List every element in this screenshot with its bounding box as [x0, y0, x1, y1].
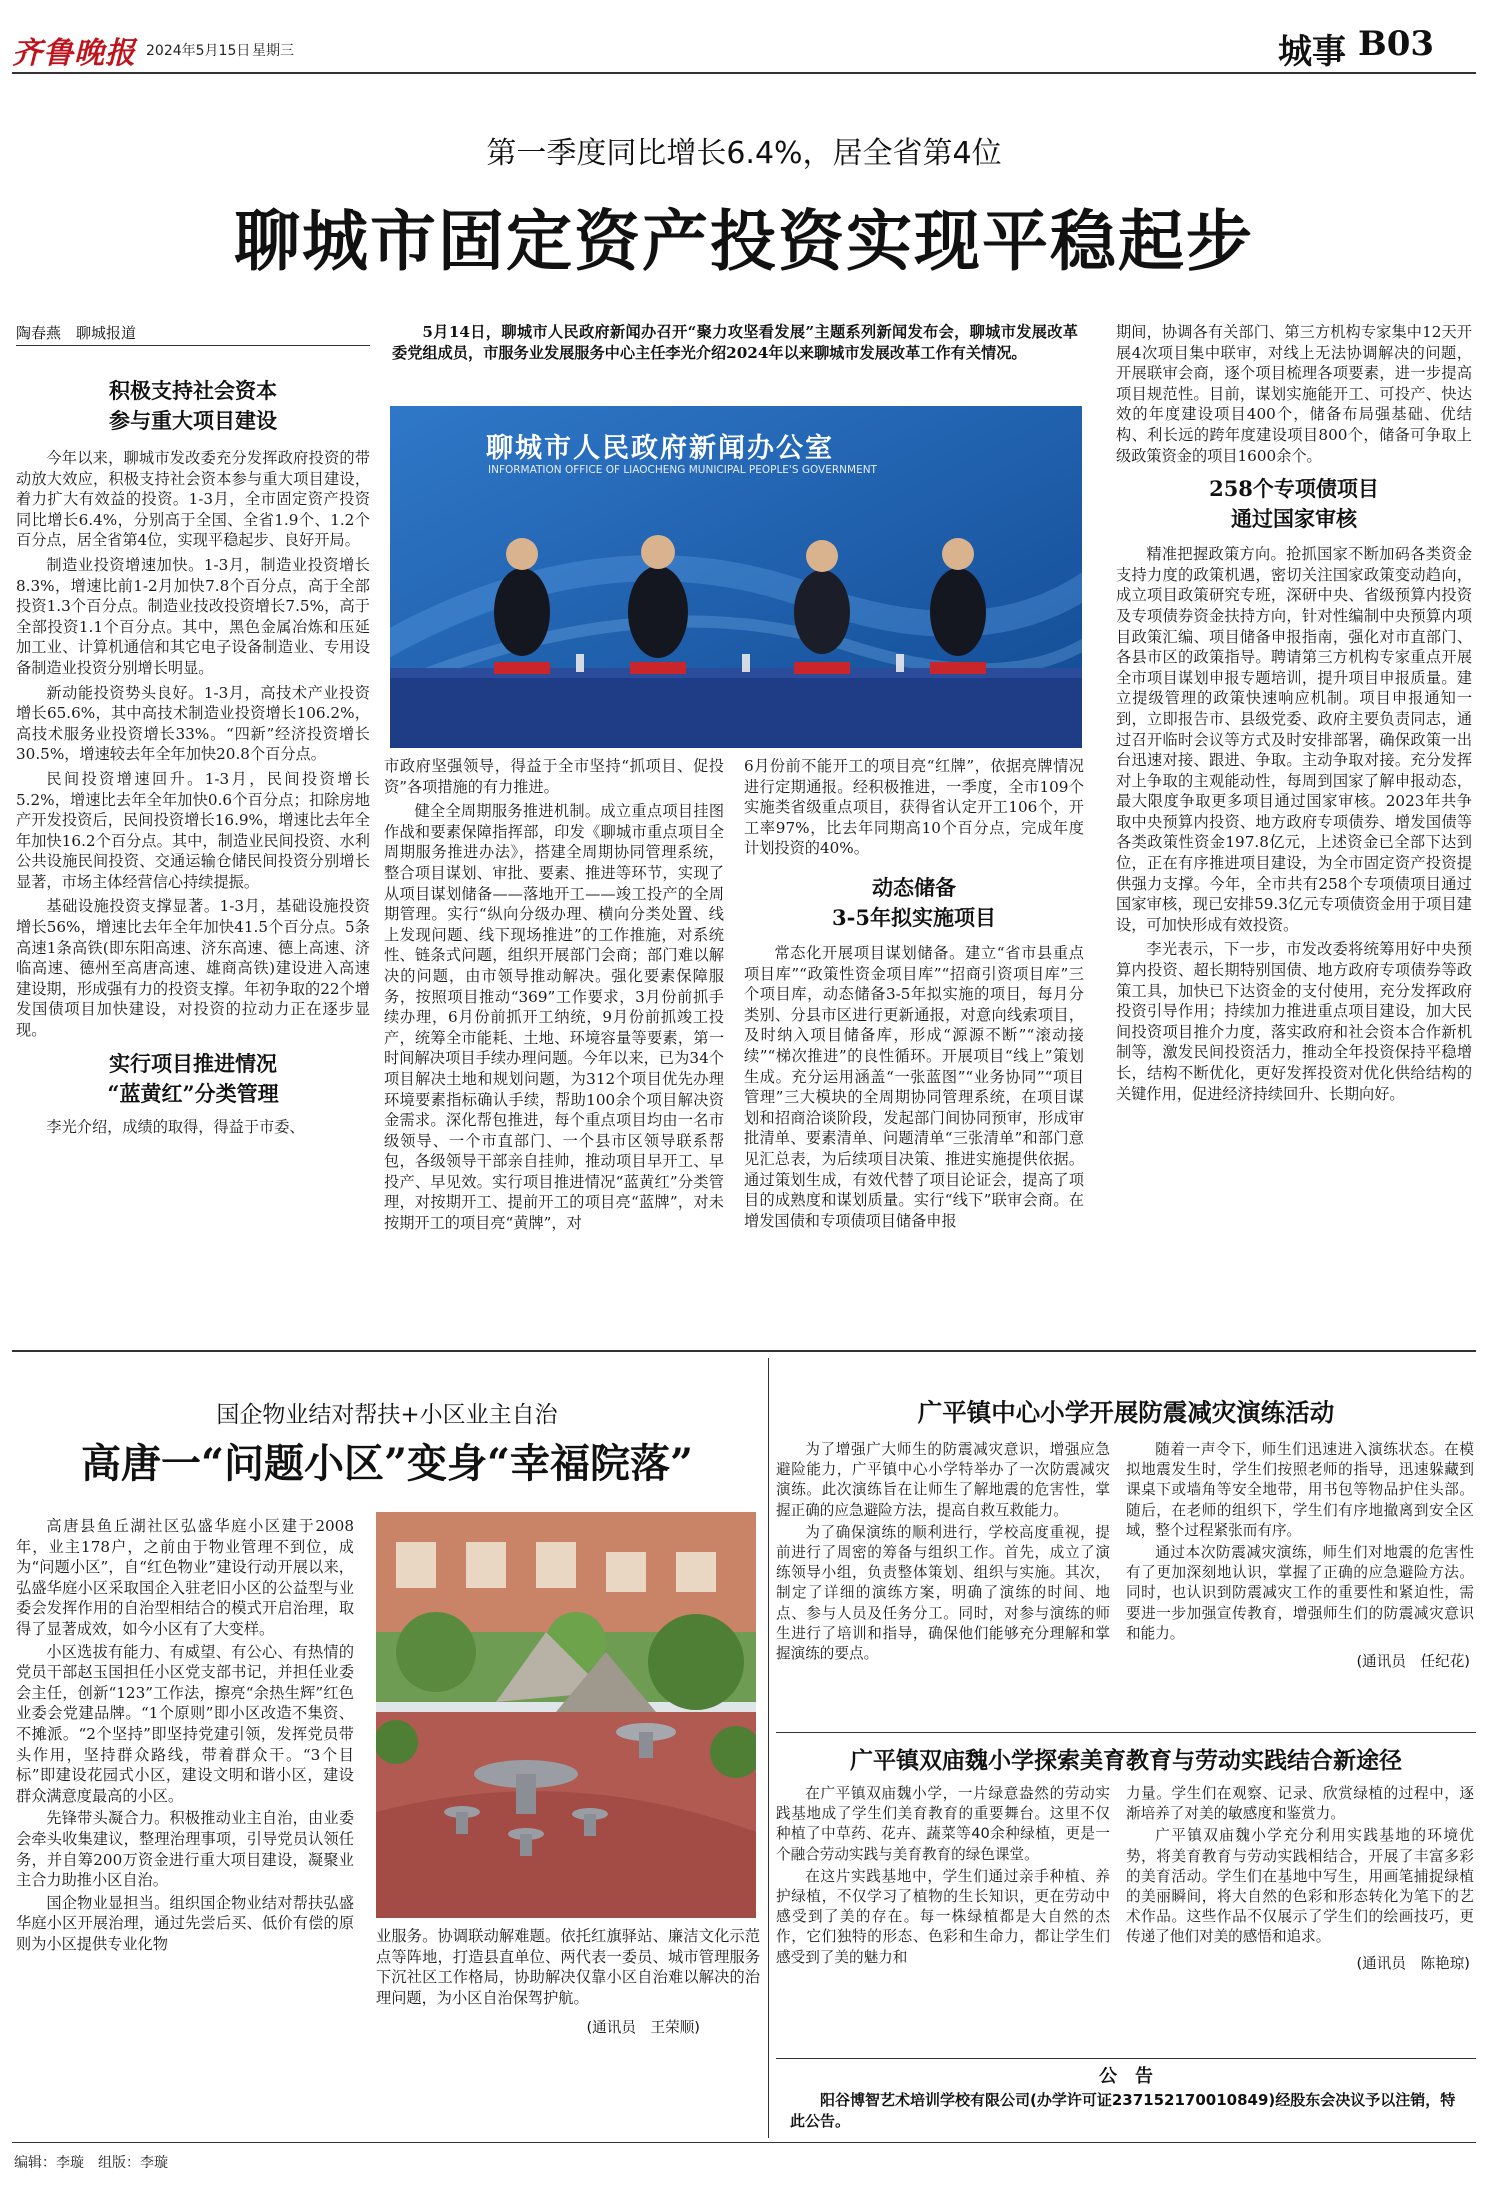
- article4-col2: [1126, 1784, 1474, 2034]
- notice-title: 公 告: [1099, 2066, 1153, 2087]
- notice-text: 阳谷博智艺术培训学校有限公司(办学许可证237152170010849)经股东会决议予以注销，特此公告。: [790, 2091, 1456, 2130]
- header-rule: [12, 72, 1476, 74]
- article3-col1: [776, 1440, 1110, 1728]
- paragraph: 广平镇双庙魏小学充分利用实践基地的环境优势，将美育教育与劳动实践相结合，开展了丰富多彩的美育活动。学生们在基地中写生，用画笔捕捉绿植的美丽瞬间，将大自然的色彩和形态转化为笔下的艺术作品。这些作品不仅展示了学生们的绘画技巧，更传递了他们对美的感悟和追求。: [1126, 1827, 1474, 1946]
- article1-col4: [1116, 322, 1472, 1344]
- subhead-3a: 动态储备: [872, 874, 956, 900]
- article1-col1: [16, 376, 370, 1344]
- article-divider: [12, 1350, 1476, 1352]
- article3-title: 广平镇中心小学开展防震减灾演练活动: [917, 1398, 1335, 1427]
- section-name: 城事: [1278, 32, 1346, 72]
- paragraph: 在这片实践基地中，学生们通过亲手种植、养护绿植，不仅学习了植物的生长知识，更在劳动中感受到了美的存在。每一株绿植都是大自然的杰作，它们独特的形态、色彩和生命力，都让学生们感受到了美的魅力和: [776, 1867, 1110, 1966]
- paragraph: 健全全周期服务推进机制。成立重点项目挂图作战和要素保障指挥部，印发《聊城市重点项目全周期服务推进办法》，搭建全周期协同管理系统，整合项目谋划、审批、要素、推进等环节，实现了从项目谋划储备——落地开工——竣工投产的全周期管理。实行“纵向分级办理、横向分类处置、线上发现问题、线下现场推进”的工作推施，对系统性、链条式问题，组织开展部门会商；部门难以解决的问题，由市领导推动解决。强化要素保障服务，按照项目推动“369”工作要求，3月份前抓手续办理，6月份前抓开工纳统，9月份前抓竣工投产，统筹全市能耗、土地、环境容量等要素，第一时间解决项目手续办理问题。今年以来，已为34个项目解决土地和规划问题，为312个项目优先办理环境要素指标确认手续，帮助100余个项目解决资金需求。深化帮包推进，每个重点项目均由一名市级领导、一个市直部门、一个县市区领导联系帮包，各级领导干部亲自挂帅，推动项目早开工、早投产、早见效。实行项目推进情况“蓝黄红”分类管理，对按期开工、提前开工的项目亮“蓝牌”，对未按期开工的项目亮“黄牌”，对: [384, 802, 724, 1233]
- paragraph: 李光介绍，成绩的取得，得益于市委、: [46, 1117, 305, 1136]
- paragraph: 期间，协调各有关部门、第三方机构专家集中12天开展4次项目集中联审，对线上无法协调解决的问题，开展联审会商，逐个项目梳理各项要素，进一步提高项目规范性。目前，谋划实施能开工、可投产、快达效的年度建设项目400个，储备布局强基础、优结构、利长远的跨年度建设项目800个，储备可争取上级政策资金的项目1600余个。: [1116, 323, 1472, 465]
- paragraph: 市政府坚强领导，得益于全市坚持“抓项目、促投资”各项措施的有力推进。: [384, 757, 724, 796]
- footer-editor: 编辑：李璇 组版：李璇: [14, 2155, 168, 2171]
- footer-rule: [12, 2142, 1476, 2143]
- article1-byline: 陶春燕 聊城报道: [16, 322, 370, 346]
- paragraph: 国企物业显担当。组织国企物业结对帮扶弘盛华庭小区开展治理，通过先尝后买、低价有偿的原则为小区提供专业化物: [16, 1893, 354, 1953]
- subhead-4b: 通过国家审核: [1231, 506, 1357, 532]
- press-conference-photo: [390, 406, 1082, 748]
- photo-sign-en: INFORMATION OFFICE OF LIAOCHENG MUNICIPAL PEOPLE'S GOVERNMENT: [488, 464, 877, 476]
- article2-deck: 国企物业结对帮扶+小区业主自治: [216, 1402, 558, 1428]
- newspaper-masthead: 齐鲁晚报: [12, 36, 136, 71]
- article2-col1: [16, 1516, 354, 2136]
- paragraph: 先锋带头凝合力。积极推动业主自治，由业委会牵头收集建议，整理治理事项，引导党员认领任务，并自筹200万资金进行重大项目建设，凝聚业主合力助推小区自治。: [16, 1809, 354, 1890]
- article-divider: [776, 1732, 1476, 1733]
- paragraph: 李光表示，下一步，市发改委将统筹用好中央预算内投资、超长期特别国债、地方政府专项债券等政策工具，加快已下达资金的支付使用，充分发挥政府投资引导作用；持续加力推进重点项目建设，加大民间投资项目推介力度，落实政府和社会资本合作新机制等，激发民间投资活力，推动全年投资保持平稳增长，结构不断优化，更好发挥投资对优化供给结构的关键作用，促进经济持续回升、长期向好。: [1116, 940, 1472, 1103]
- paragraph: 基础设施投资支撑显著。1-3月，基础设施投资增长56%，增速比去年全年加快41.5个百分点。5条高速1条高铁(即东阳高速、济东高速、德上高速、济临高速、德州至高唐高速、雄商高铁)建设进入高速建设期，形成强有力的投资支撑。年初争取的22个增发国债项目加快建设，对投资的拉动力正在逐步显现。: [16, 897, 370, 1040]
- paragraph: 在广平镇双庙魏小学，一片绿意盎然的劳动实践基地成了学生们美育教育的重要舞台。这里不仅种植了中草药、花卉、蔬菜等40余种绿植，更是一个融合劳动实践与美育教育的绿色课堂。: [776, 1785, 1110, 1863]
- article4-title: 广平镇双庙魏小学探索美育教育与劳动实践结合新途径: [850, 1747, 1402, 1774]
- article4-signature: (通讯员 陈艳琼): [1356, 1954, 1470, 1972]
- subhead-1b: 参与重大项目建设: [109, 408, 277, 433]
- subhead-2a: 实行项目推进情况: [109, 1050, 277, 1076]
- paragraph: 为了确保演练的顺利进行，学校高度重视，提前进行了周密的筹备与组织工作。首先，成立了演练领导小组，负责整体策划、组织与实施。其次，制定了详细的演练方案，明确了演练的时间、地点、参与人员及任务分工。同时，对参与演练的师生进行了培训和指导，确保他们能够充分理解和掌握演练的要点。: [776, 1523, 1110, 1663]
- paragraph: 小区选拔有能力、有威望、有公心、有热情的党员干部赵玉国担任小区党支部书记，并担任业委会主任，创新“123”工作法，擦亮“余热生辉”红色业委会党建品牌。“1个原则”即小区改造不集资、不摊派。“2个坚持”即坚持党建引领，发挥党员带头作用，坚持群众路线，带着群众干。“3个目标”即建设花园式小区，建设文明和谐小区，建设群众满意度最高的小区。: [16, 1642, 354, 1805]
- paragraph: 业服务。协调联动解难题。依托红旗驿站、廉洁文化示范点等阵地，打造县直单位、两代表一委员、城市管理服务下沉社区工作格局，协助解决仅靠小区自治难以解决的治理问题，为小区自治保驾护航。: [376, 1927, 760, 2007]
- photo-sign-cn: 聊城市人民政府新闻办公室: [486, 433, 834, 464]
- subhead-4a: 258个专项债项目: [1209, 476, 1379, 502]
- article3-col2: [1126, 1440, 1474, 1728]
- paragraph: 今年以来，聊城市发改委充分发挥政府投资的带动放大效应，积极支持社会资本参与重大项目建设，着力扩大有效益的投资。1-3月，全市固定资产投资同比增长6.4%，分别高于全国、全省1.9个、1.2个百分点，居全省第4位，实现平稳起步、良好开局。: [16, 449, 370, 550]
- courtyard-illustration: [376, 1512, 756, 1918]
- issue-date: 2024年5月15日: [146, 43, 251, 59]
- paragraph: 制造业投资增速加快。1-3月，制造业投资增长8.3%，增速比前1-2月加快7.8个百分点，高于全部投资1.3个百分点。制造业技改投资增长7.5%，高于全部投资1.1个百分点。其中，黑色金属冶炼和压延加工业、计算机通信和其它电子设备制造业、专用设备制造业投资分别增长明显。: [16, 555, 370, 677]
- article3-signature: (通讯员 任纪花): [1356, 1653, 1470, 1671]
- article2-col2: [376, 1926, 760, 2136]
- article1-col2: [384, 756, 724, 1344]
- paragraph: 民间投资增速回升。1-3月，民间投资增长5.2%，增速比去年全年加快0.6个百分点；扣除房地产开发投资后，民间投资增长16.9%，增速比去年全年加快16.2个百分点。其中，制造业民间投资、水利公共设施民间投资、交通运输仓储民间投资分别增长显著，市场主体经营信心持续提振。: [16, 769, 370, 891]
- page-number: B03: [1358, 24, 1435, 64]
- paragraph: 高唐县鱼丘湖社区弘盛华庭小区建于2008年，业主178户，之前由于物业管理不到位，成为“问题小区”，自“红色物业”建设行动开展以来，弘盛华庭小区采取国企入驻老旧小区的公益型与业委会发挥作用的自治型相结合的模式开启治理，取得了显著成效，如今小区有了大变样。: [16, 1517, 354, 1638]
- subhead-2b: “蓝黄红”分类管理: [107, 1080, 279, 1106]
- article1-title: 聊城市固定资产投资实现平稳起步: [234, 202, 1254, 280]
- article1-col3: [744, 756, 1084, 1344]
- courtyard-photo: [376, 1512, 756, 1918]
- subhead-1a: 积极支持社会资本: [109, 378, 277, 403]
- article2-title: 高唐一“问题小区”变身“幸福院落”: [80, 1440, 694, 1487]
- article4-col1: [776, 1784, 1110, 2034]
- article2-signature: (通讯员 王荣顺): [586, 2019, 700, 2037]
- paragraph: 常态化开展项目谋划储备。建立“省市县重点项目库”“政策性资金项目库”“招商引资项目库”三个项目库，动态储备3-5年拟实施的项目，每月分类别、分县市区进行更新通报，对意向线索项目，及时纳入项目储备库，形成“源源不断”“滚动接续”“梯次推进”的良性循环。开展项目“线上”策划生成。充分运用涵盖“一张蓝图”“业务协同”“项目管理”三大模块的全周期协同管理系统，在项目谋划和招商洽谈阶段，发起部门间协同预审，形成审批清单、要素清单、问题清单“三张清单”和部门意见汇总表，为后续项目决策、推进实施提供依据。通过策划生成，有效代替了项目论证会，提高了项目的成熟度和谋划质量。实行“线下”联审会商。在增发国债和专项债项目储备申报: [744, 943, 1084, 1230]
- paragraph: 为了增强广大师生的防震减灾意识，增强应急避险能力，广平镇中心小学特举办了一次防震减灾演练。此次演练旨在让师生了解地震的危害性，掌握正确的应急避险方法，提高自救互救能力。: [776, 1441, 1110, 1519]
- paragraph: 新动能投资势头良好。1-3月，高技术产业投资增长65.6%，其中高技术制造业投资增长106.2%，高技术服务业投资增长33%。“四新”经济投资增长30.5%，增速较去年全年加快20.8个百分点。: [16, 683, 370, 764]
- column-divider: [768, 1358, 769, 2138]
- paragraph: 随着一声令下，师生们迅速进入演练状态。在模拟地震发生时，学生们按照老师的指导，迅速躲藏到课桌下或墙角等安全地带，用书包等物品护住头部。随后，在老师的组织下，学生们有序地撤离到安全区域，整个过程紧张而有序。: [1126, 1441, 1474, 1539]
- subhead-3b: 3-5年拟实施项目: [832, 904, 996, 930]
- article1-lead: 5月14日，聊城市人民政府新闻办召开“聚力攻坚看发展”主题系列新闻发布会，聊城市发展改革委党组成员，市服务业发展服务中心主任李光介绍2024年以来聊城市发展改革工作有关情况。: [392, 323, 1078, 362]
- paragraph: 6月份前不能开工的项目亮“红牌”，依据亮牌情况进行定期通报。经积极推进，一季度，全市109个实施类省级重点项目，获得省认定开工106个，开工率97%，比去年同期高10个百分点，完成年度计划投资的40%。: [744, 757, 1084, 858]
- paragraph: 力量。学生们在观察、记录、欣赏绿植的过程中，逐渐培养了对美的敏感度和鉴赏力。: [1126, 1785, 1474, 1823]
- article1-deck: 第一季度同比增长6.4%，居全省第4位: [486, 136, 1002, 171]
- issue-weekday: 星期三: [252, 43, 294, 59]
- notice-rule: [776, 2058, 1476, 2059]
- paragraph: 精准把握政策方向。抢抓国家不断加码各类资金支持力度的政策机遇，密切关注国家政策变动趋向，成立项目政策研究专班，深研中央、省级预算内投资及专项债券资金扶持方向，针对性编制中央预算内项目政策汇编、项目储备申报指南，强化对市直部门、各县市区的政策指导。聘请第三方机构专家重点开展全市项目谋划申报专题培训，提升项目申报质量。建立提级管理的政策快速响应机制。项目申报通知一到，立即报告市、县级党委、政府主要负责同志，通过召开临时会议等方式及时安排部署，确保政策一出台迅速对接、跟进、争取。主动争取对接。充分发挥对上争取的主观能动性，每周到国家了解申报动态，最大限度争取更多项目通过国家审核。2023年共争取中央预算内投资、地方政府专项债券、增发国债等各类政策性资金197.8亿元，上述资金已全部下达到位，正在有序推进项目建设，为全市固定资产投资提供强力支撑。今年，全市共有258个专项债项目通过国家审核，现已安排59.3亿元专项债资金用于项目建设，可加快形成有效投资。: [1116, 545, 1472, 934]
- paragraph: 通过本次防震减灾演练，师生们对地震的危害性有了更加深刻地认识，掌握了正确的应急避险方法。同时，也认识到防震减灾工作的重要性和紧迫性，需要进一步加强宣传教育，增强师生们的防震减灾意识和能力。: [1126, 1544, 1474, 1642]
